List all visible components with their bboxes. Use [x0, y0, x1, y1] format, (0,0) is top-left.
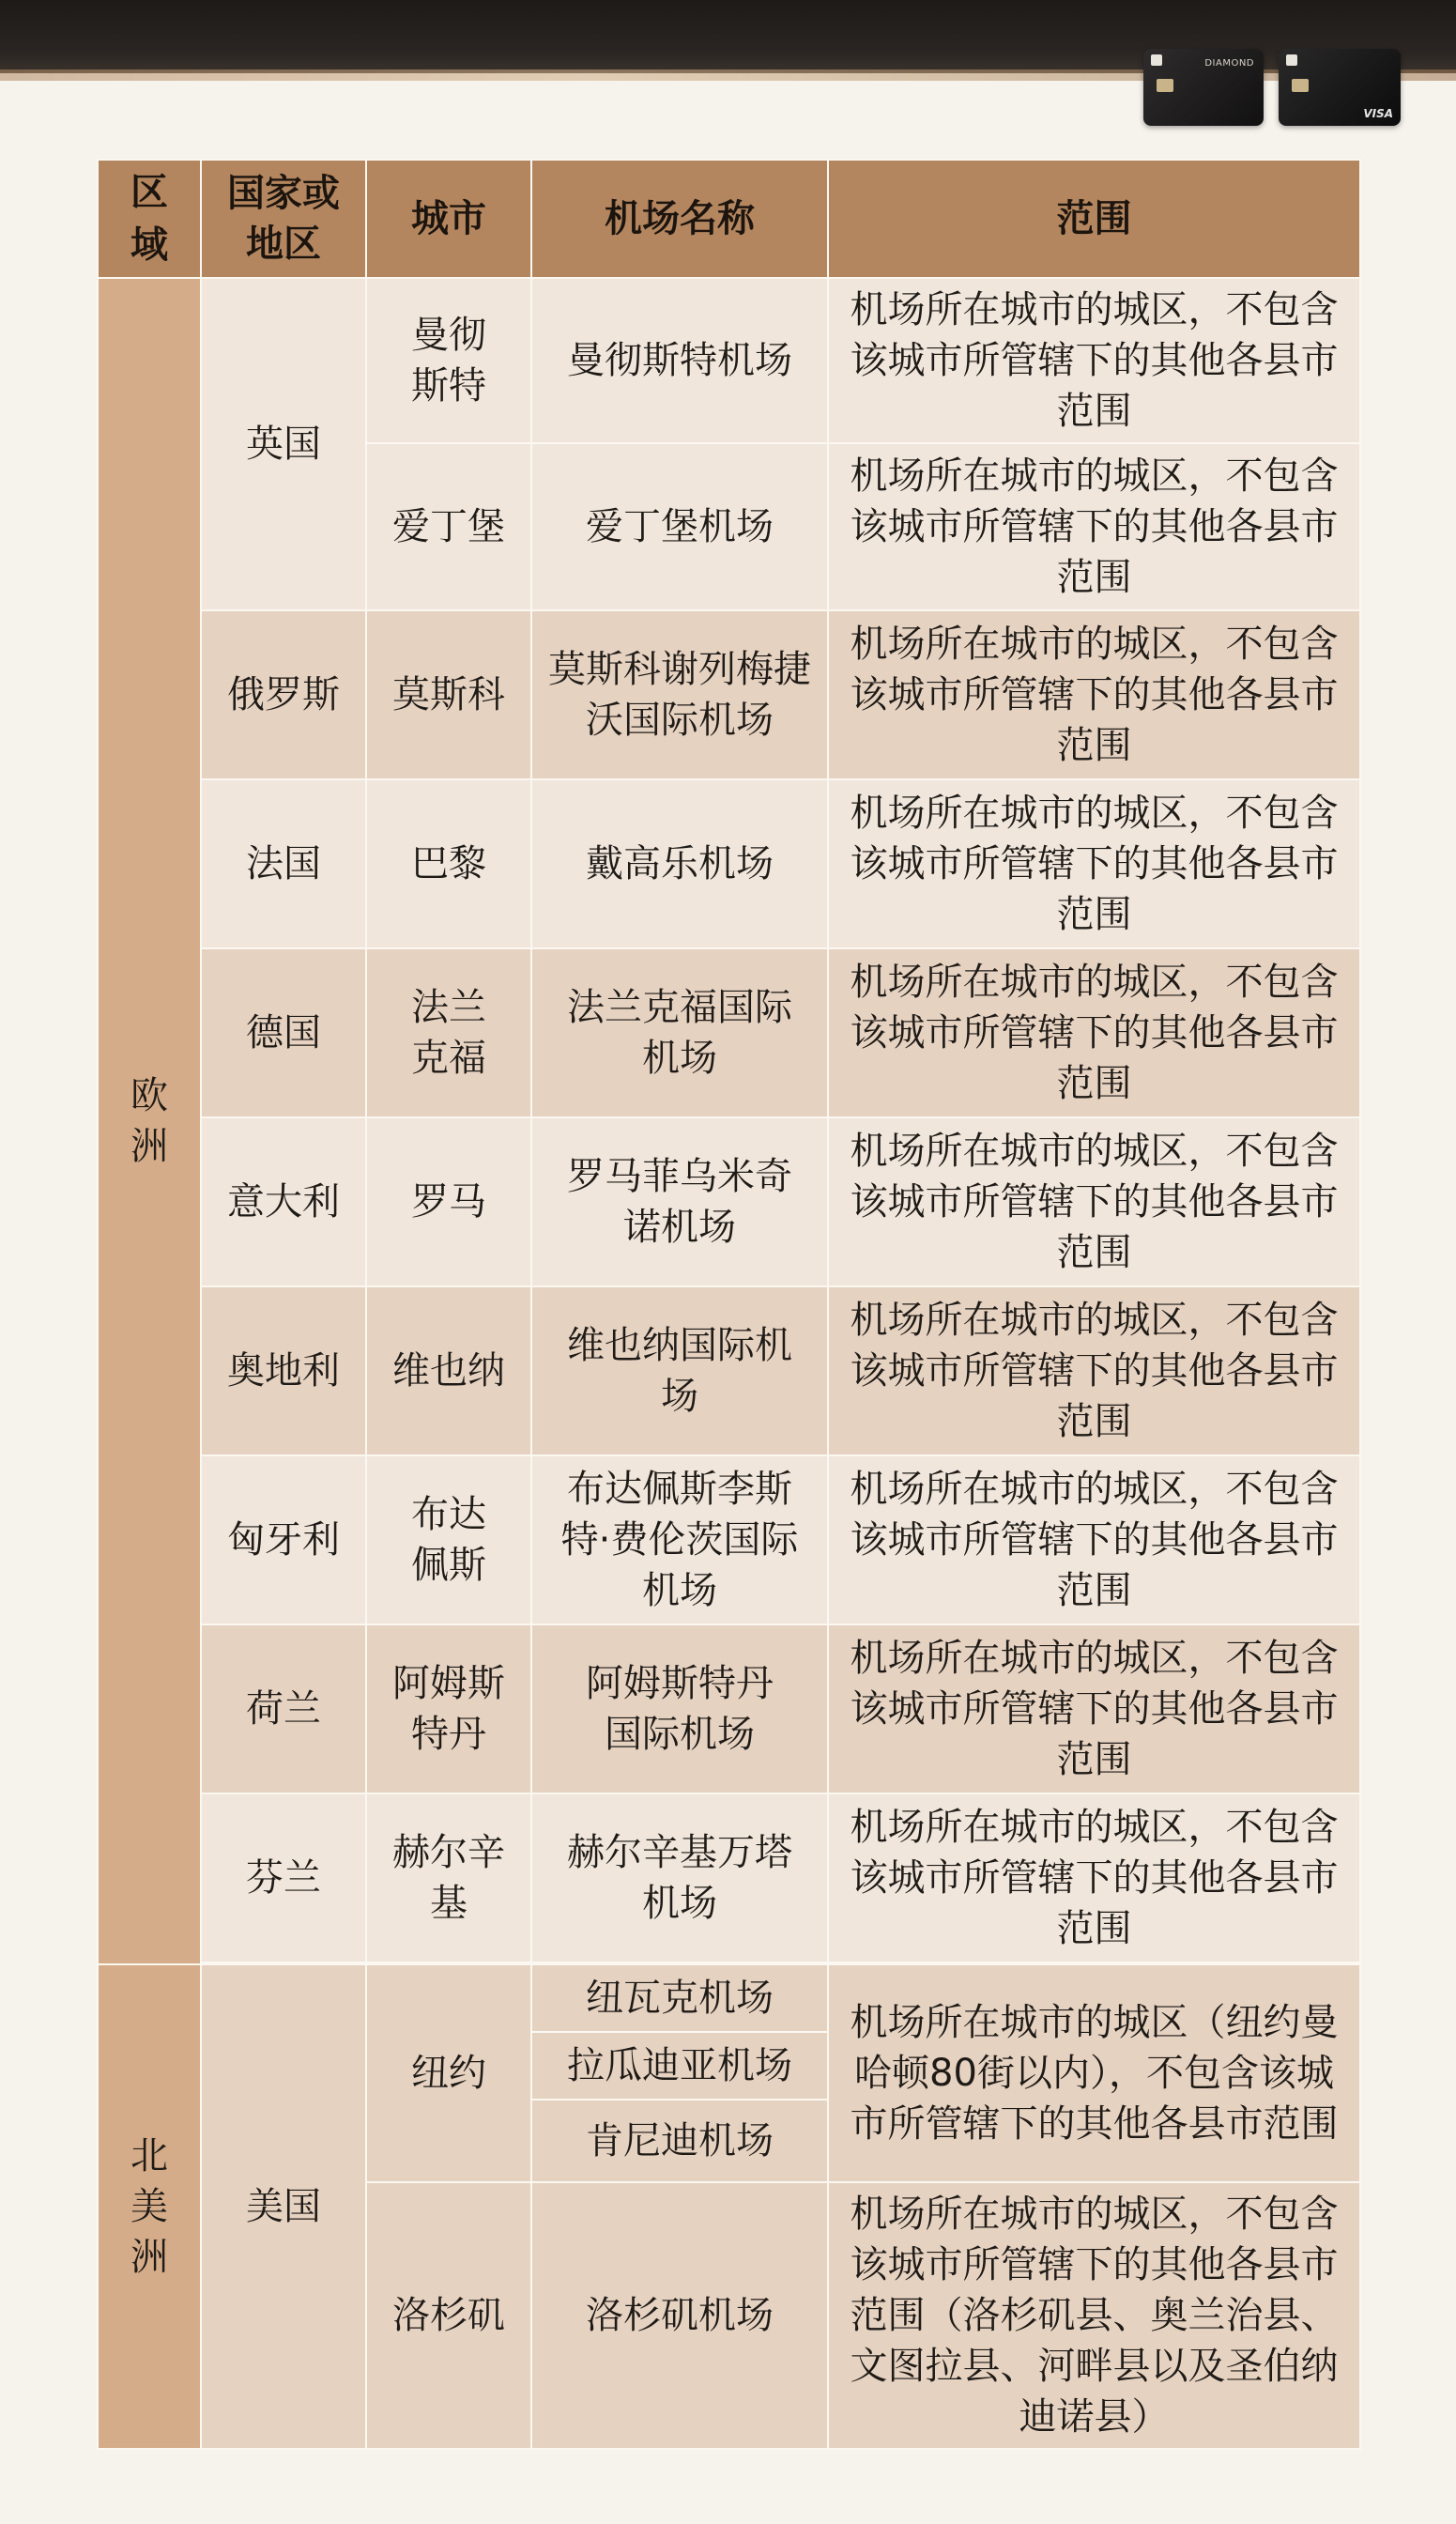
credit-card-diamond-image: [1143, 49, 1264, 126]
header-city: 城市: [366, 160, 531, 278]
header-scope: 范围: [828, 160, 1360, 278]
scope-cell: 机场所在城市的城区（纽约曼哈顿80街以内），不包含该城市所管辖下的其他各县市范围: [828, 1964, 1360, 2182]
city-cell: 莫斯科: [366, 610, 531, 779]
region-cell-europe: 欧洲: [98, 278, 201, 1964]
city-cell: 曼彻斯特: [366, 278, 531, 443]
credit-card-visa-image: [1279, 49, 1401, 126]
city-cell: 巴黎: [366, 779, 531, 948]
country-cell: 意大利: [201, 1117, 366, 1286]
table-row: [98, 278, 1360, 443]
bank-logo-icon: [1286, 54, 1297, 66]
airport-cell: 莫斯科谢列梅捷沃国际机场: [531, 610, 828, 779]
airport-cell: 阿姆斯特丹国际机场: [531, 1624, 828, 1793]
scope-cell: 机场所在城市的城区，不包含该城市所管辖下的其他各县市范围: [828, 779, 1360, 948]
table-row: [98, 1117, 1360, 1286]
scope-cell: 机场所在城市的城区，不包含该城市所管辖下的其他各县市范围: [828, 1793, 1360, 1962]
airport-cell: 曼彻斯特机场: [531, 278, 828, 443]
scope-cell: 机场所在城市的城区，不包含该城市所管辖下的其他各县市范围: [828, 948, 1360, 1117]
table-row: [98, 1793, 1360, 1962]
table-row: [98, 1455, 1360, 1624]
country-cell: 法国: [201, 779, 366, 948]
country-cell: 俄罗斯: [201, 610, 366, 779]
scope-cell: 机场所在城市的城区，不包含该城市所管辖下的其他各县市范围: [828, 1286, 1360, 1455]
scope-cell: 机场所在城市的城区，不包含该城市所管辖下的其他各县市范围: [828, 1117, 1360, 1286]
scope-cell: 机场所在城市的城区，不包含该城市所管辖下的其他各县市范围: [828, 1455, 1360, 1624]
airport-cell: 洛杉矶机场: [531, 2182, 828, 2449]
region-cell-north-america: 北美洲: [98, 1964, 201, 2449]
country-cell: 美国: [201, 1964, 366, 2449]
airport-cell: 肯尼迪机场: [531, 2100, 828, 2182]
table-row: [98, 1624, 1360, 1793]
city-cell: 布达佩斯: [366, 1455, 531, 1624]
airport-cell: 布达佩斯李斯特·费伦茨国际机场: [531, 1455, 828, 1624]
scope-cell: 机场所在城市的城区，不包含该城市所管辖下的其他各县市范围: [828, 1624, 1360, 1793]
table-header-row: [98, 160, 1360, 278]
city-cell: 纽约: [366, 1964, 531, 2182]
card-tier-label: DIAMOND: [1204, 58, 1254, 69]
scope-cell: 机场所在城市的城区，不包含该城市所管辖下的其他各县市范围: [828, 610, 1360, 779]
scope-cell: 机场所在城市的城区，不包含该城市所管辖下的其他各县市范围: [828, 443, 1360, 610]
bank-logo-icon: [1151, 54, 1162, 66]
airport-scope-table: [97, 159, 1361, 2450]
card-chip-icon: [1292, 79, 1309, 92]
header-region: 区域: [98, 160, 201, 278]
city-cell: 法兰克福: [366, 948, 531, 1117]
header-country: 国家或地区: [201, 160, 366, 278]
country-cell: 匈牙利: [201, 1455, 366, 1624]
city-cell: 维也纳: [366, 1286, 531, 1455]
city-cell: 洛杉矶: [366, 2182, 531, 2449]
table-row: [98, 610, 1360, 779]
airport-cell: 维也纳国际机场: [531, 1286, 828, 1455]
airport-cell: 戴高乐机场: [531, 779, 828, 948]
airport-cell: 爱丁堡机场: [531, 443, 828, 610]
city-cell: 阿姆斯特丹: [366, 1624, 531, 1793]
card-chip-icon: [1157, 79, 1173, 92]
country-cell: 德国: [201, 948, 366, 1117]
table-row: [98, 1286, 1360, 1455]
airport-cell: 纽瓦克机场: [531, 1964, 828, 2032]
city-cell: 罗马: [366, 1117, 531, 1286]
country-cell: 荷兰: [201, 1624, 366, 1793]
airport-cell: 法兰克福国际机场: [531, 948, 828, 1117]
country-cell: 英国: [201, 278, 366, 610]
table-row: [98, 779, 1360, 948]
table-row: [98, 1964, 1360, 2032]
city-cell: 爱丁堡: [366, 443, 531, 610]
header-airport: 机场名称: [531, 160, 828, 278]
country-cell: 芬兰: [201, 1793, 366, 1962]
airport-cell: 罗马菲乌米奇诺机场: [531, 1117, 828, 1286]
scope-cell: 机场所在城市的城区，不包含该城市所管辖下的其他各县市范围（洛杉矶县、奥兰治县、文图拉县、河畔县以及圣伯纳迪诺县）: [828, 2182, 1360, 2449]
city-cell: 赫尔辛基: [366, 1793, 531, 1962]
airport-cell: 拉瓜迪亚机场: [531, 2032, 828, 2100]
scope-cell: 机场所在城市的城区，不包含该城市所管辖下的其他各县市范围: [828, 278, 1360, 443]
country-cell: 奥地利: [201, 1286, 366, 1455]
table-row: [98, 948, 1360, 1117]
airport-cell: 赫尔辛基万塔机场: [531, 1793, 828, 1962]
card-brand-label: VISA: [1363, 107, 1393, 120]
